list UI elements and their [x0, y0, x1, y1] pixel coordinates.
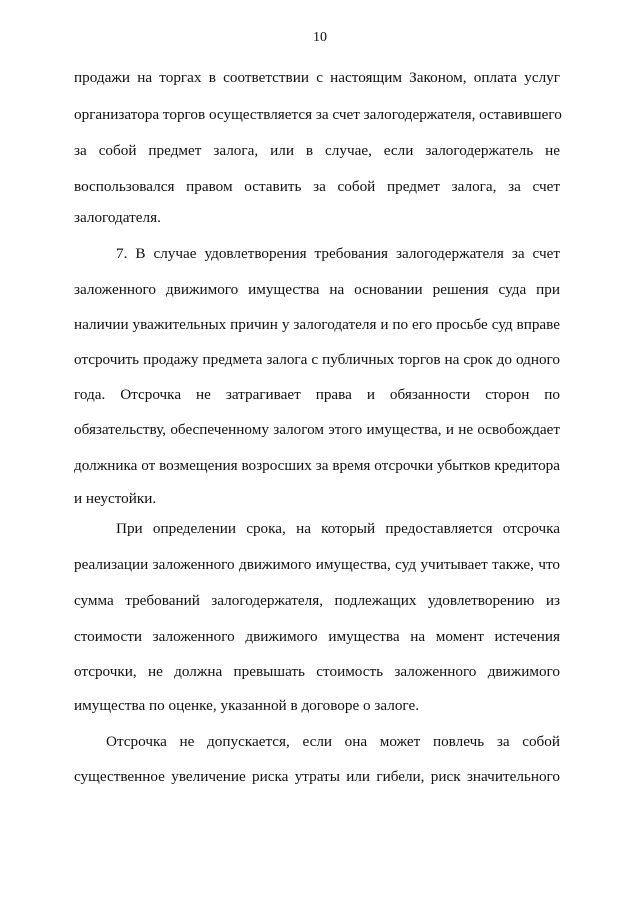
paragraph-line: должника от возмещения возросших за время отсрочки убытков кредитора	[74, 457, 560, 474]
paragraph-line: воспользовался правом оставить за собой предмет залога, за счет	[74, 178, 560, 195]
paragraph-line: имущества по оценке, указанной в договоре о залоге.	[74, 697, 420, 714]
paragraph-line: года. Отсрочка не затрагивает права и обязанности сторон по	[74, 386, 560, 403]
paragraph-line: существенное увеличение риска утраты или гибели, риск значительного	[74, 768, 560, 785]
page-number: 10	[313, 30, 327, 45]
paragraph-line: стоимости заложенного движимого имущества на момент истечения	[74, 628, 560, 645]
paragraph-line: и неустойки.	[74, 490, 157, 507]
paragraph-line: организатора торгов осуществляется за счет залогодержателя, оставившего	[74, 106, 562, 123]
paragraph-line: реализации заложенного движимого имущества, суд учитывает также, что	[74, 556, 560, 573]
paragraph-line: заложенного движимого имущества на основании решения суда при	[74, 281, 560, 298]
paragraph-line: обязательству, обеспеченному залогом этого имущества, и не освобождает	[74, 421, 560, 438]
paragraph-line: При определении срока, на который предоставляется отсрочка	[116, 520, 560, 537]
paragraph-line: за собой предмет залога, или в случае, если залогодержатель не	[74, 142, 560, 159]
paragraph-line: отсрочить продажу предмета залога с публичных торгов на срок до одного	[74, 351, 560, 368]
paragraph-line: Отсрочка не допускается, если она может повлечь за собой	[106, 733, 560, 750]
paragraph-line: сумма требований залогодержателя, подлежащих удовлетворению из	[74, 592, 560, 609]
paragraph-line: 7. В случае удовлетворения требования залогодержателя за счет	[116, 245, 560, 262]
paragraph-line: продажи на торгах в соответствии с настоящим Законом, оплата услуг	[74, 69, 560, 86]
paragraph-line: залогодателя.	[74, 209, 161, 226]
paragraph-line: отсрочки, не должна превышать стоимость заложенного движимого	[74, 663, 560, 680]
paragraph-line: наличии уважительных причин у залогодателя и по его просьбе суд вправе	[74, 316, 560, 333]
